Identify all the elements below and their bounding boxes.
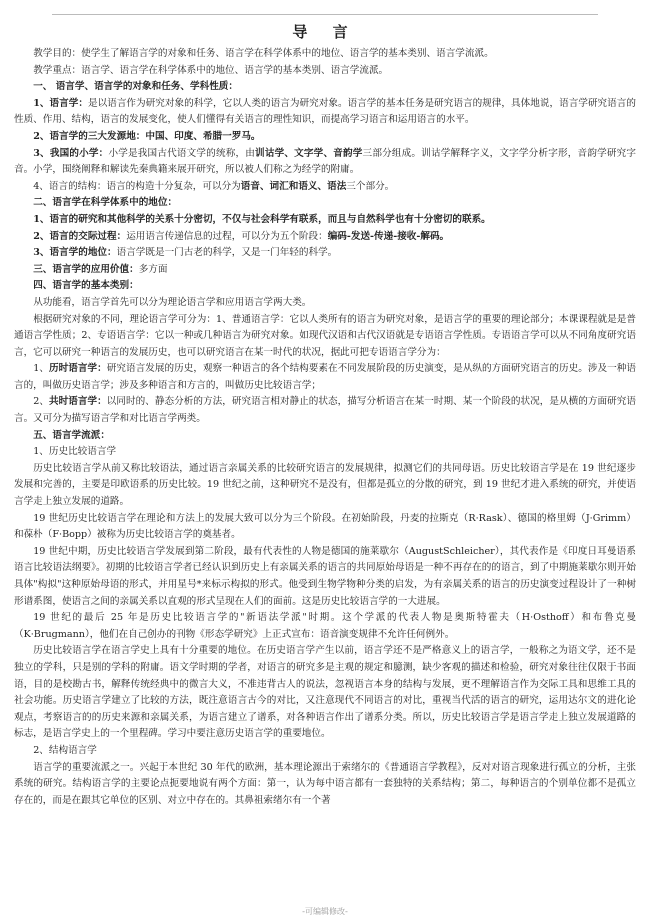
s4-para-2: 根据研究对象的不同，理论语言学可分为：1、普通语言学：它以人类所有的语言为研究对象，是语言学的重要的理论部分；本课课程就是是普通语言学性质；2、专语语言学：它以一种或几种语言为研究对象。如现代汉语和古代汉语就是专语语言学性质。专语语言学可以从不同角度研究语言，它可以研究一种语言的发展历史，也可以研究语言在某一时代的状况，据此可把专语语言学分为： <box>14 313 636 358</box>
s1-item-1-label: 1、语言学： <box>33 97 88 109</box>
s4-para-4-text: 以同时的、静态分析的方法，研究语言相对静止的状态，描写分析语言在某一时期、某一个阶段的状况，是从横的方面研究语言。又可分为描写语言学和对比语言学两类。 <box>14 396 637 425</box>
s4-para-1: 从功能看，语言学首先可以分为理论语言学和应用语言学两大类。 <box>33 296 312 308</box>
page-title: 导 言 <box>292 23 358 41</box>
s2-item-2-text: 运用语言传递信息的过程，可以分为五个阶段： <box>126 230 328 242</box>
s1-item-3-emph: 训诂学、文字学、音韵学 <box>255 147 363 159</box>
s2-item-2-emph: 编码-发送-传递-接收-解码。 <box>327 230 450 242</box>
s5-para-2: 19 世纪历史比较语言学在理论和方法上的发展大致可以分为三个阶段。在初始阶段，丹麦的拉斯克（R·Rask）、德国的格里姆（J·Grimm）和葆朴（F·Bopp）被称为历史比较语言学的奠基者。 <box>14 512 636 541</box>
s5-subheading-2: 2、结构语言学 <box>33 744 97 756</box>
s2-item-3-text: 语言学既是一门古老的科学，又是一门年轻的科学。 <box>116 247 338 259</box>
s5-para-6: 语言学的重要流派之一。兴起于本世纪 30 年代的欧洲，基本理论源出于索绪尔的《普通语言学教程》，反对对语言现象进行孤立的分析，主张系统的研究。结构语言学的主要论点扼要地说有两个方面：第一，认为每中语言都有一套独特的关系结构；第二，每种语言的个别单位都不是孤立存在的，而是在跟其它单位的区别、对立中存在的。其鼻祖索绪尔有一个著 <box>14 761 636 806</box>
section-3-tail: 多方面 <box>138 263 168 275</box>
s5-para-3: 19 世纪中期，历史比较语言学发展到第二阶段，最有代表性的人物是德国的施莱歇尔（AugustSchleicher），其代表作是《印度日耳曼语系语言比较语法纲要》。初期的比较语言学者已经认识到历史上有亲属关系的语言的共同原始母语是一种不再存在的的语言，到了中期施莱歇尔则开始具体"构拟"这种原始母语的形式，并用星号*来标示构拟的形式。他受到生物学物种分类的启发，为有亲属关系的语言的历史演变过程设计了一种树形谱系图，使语言之间的亲属关系以直观的形式呈现在人们的面前。这是历史比较语言学的一大进展。 <box>14 545 636 607</box>
s5-para-1: 历史比较语言学从前又称比较语法，通过语言亲属关系的比较研究语言的发展规律，拟测它们的共同母语。历史比较语言学是在 19 世纪逐步发展和完善的，主要是印欧语系的历史比较。19 世纪之前，这种研究不是没有，但都是孤立的分散的研究，到 19 世纪才进入系统的研究，并使语言学走上独立发展的道路。 <box>14 462 636 508</box>
s2-item-3-label: 3、语言学的地位： <box>33 247 117 259</box>
s1-item-2: 2、语言学的三大发源地：中国、印度、希腊一罗马。 <box>33 130 261 142</box>
header-rule <box>52 14 598 15</box>
section-4-heading: 四、语言学的基本类别： <box>33 280 139 292</box>
s1-item-4-text-a: 4、语言的结构：语言的构造十分复杂，可以分为 <box>33 180 241 192</box>
s1-item-1 <box>14 96 636 129</box>
s4-para-3-label: 历时语言学： <box>48 363 107 375</box>
s1-item-4 <box>14 179 636 196</box>
s4-para-3-text: 研究语言发展的历史，观察一种语言的各个结构要素在不同发展阶段的历史演变，是从纵的方面研究语言的历史。涉及一种语言的，叫做历史语言学；涉及多种语言和方言的，叫做历史比较语言学； <box>14 363 637 391</box>
s1-item-4-emph: 语音、词汇和语义、语法 <box>240 180 347 192</box>
s5-para-5: 历史比较语言学在语言学史上具有十分重要的地位。在历史语言学产生以前，语言学还不是严格意义上的语言学，一般称之为语文学，还不是独立的学科，只是别的学科的附庸。语文学时期的学者，对语言的研究多是主观的规定和臆测，缺少客观的描述和检验，研究对象往往仅限于书面语，目的是校勘古书，解释传统经典中的微言大义，不准违背古人的说法，忽视语言本身的结构与发展，更不理解语言作为交际工具和思维工具的社会功能。历史语言学建立了比较的方法，既注意语言古今的对比，又注意现代不同语言的对比，重视当代活的语言的研究，运用达尔文的进化论观点，考察语言的的历史来源和亲属关系，为语言建立了谱系，对各种语言作出了谱系分类。所以，历史比较语言学是语言学走上独立发展道路的标志，是语言学史上的一个里程碑。学习中要注意历史语言学的重要地位。 <box>14 645 636 740</box>
s1-item-4-text-b: 三个部分。 <box>346 180 395 192</box>
s5-subheading-1: 1、历史比较语言学 <box>33 446 117 458</box>
s4-para-3 <box>14 361 636 394</box>
s5-para-4: 19 世纪的最后 25 年是历史比较语言学的"新语法学派"时期。这个学派的代表人物是奥斯特霍夫（H·Osthoff）和布鲁克曼（K·Brugmann），他们在自己创办的刊物《形态学研究》上正式宣布：语音演变规律不允许任何例外。 <box>14 612 636 640</box>
document-page <box>14 20 636 809</box>
s4-para-4-label: 共时语言学： <box>48 396 107 408</box>
section-3-heading: 三、语言学的应用价值： <box>33 263 139 275</box>
section-3 <box>14 262 636 279</box>
s1-item-3 <box>14 146 636 179</box>
s4-para-4 <box>14 394 636 427</box>
teaching-focus: 教学重点：语言学、语言学在科学体系中的地位、语言学的基本类别、语言学流派。 <box>33 64 389 76</box>
s1-item-3-text-b: 三部分组成。训诂学解释字义，文字学分析字形，音韵学研究字音。小学，围绕阐释和解读先秦典籍来展开研究，所以被人们称之为经学的附庸。 <box>14 147 636 176</box>
s4-para-3-num: 1、 <box>33 363 49 375</box>
s2-item-2 <box>14 229 636 246</box>
s1-item-3-label: 3、我国的小学： <box>33 147 109 159</box>
teaching-goal: 教学目的：使学生了解语言学的对象和任务、语言学在科学体系中的地位、语言学的基本类别、语言学流派。 <box>33 48 494 59</box>
s1-item-1-text: 是以语言作为研究对象的科学，它以人类的语言为研究对象。语言学的基本任务是研究语言的规律，具体地说，语言学研究语言的性质、作用、结构，语言的发展变化，使人们懂得有关语言的理性知识，而提高学习语言和运用语言的水平。 <box>14 97 636 126</box>
page-footer: -可编辑修改- <box>302 907 348 916</box>
s2-item-3 <box>14 245 636 262</box>
s1-item-3-text-a: 小学是我国古代语文学的统称，由 <box>108 147 256 159</box>
section-5-heading: 五、语言学流派： <box>33 429 110 441</box>
s4-para-4-num: 2、 <box>33 396 49 408</box>
section-1-heading: 一、 语言学、语言学的对象和任务、学科性质： <box>33 81 238 93</box>
s2-item-2-label: 2、语言的交际过程： <box>33 230 127 242</box>
s2-item-1: 1、语言的研究和其他科学的关系十分密切，不仅与社会科学有联系，而且与自然科学也有十分密切的联系。 <box>33 213 491 225</box>
section-2-heading: 二、语言学在科学体系中的地位： <box>33 197 178 209</box>
